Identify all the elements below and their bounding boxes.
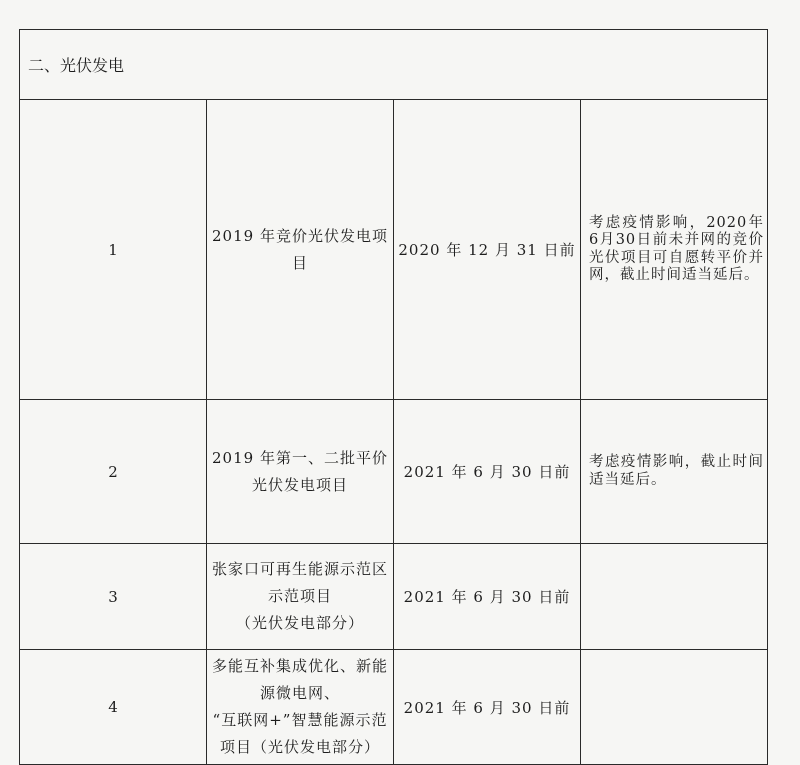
project-name-line: 多能互补集成优化、新能源微电网、 <box>211 657 388 702</box>
project-name-line: “互联网+”智慧能源示范项目（光伏发电部分） <box>212 711 388 756</box>
row-number: 2 <box>20 400 207 544</box>
project-name <box>207 544 394 650</box>
remark <box>581 650 768 765</box>
project-name-line: （光伏发电部分） <box>235 614 364 632</box>
project-name-line: 2019 年竞价光伏发电项目 <box>212 226 388 272</box>
table-row <box>20 400 768 544</box>
section-row <box>20 30 768 100</box>
deadline: 2021 年 6 月 30 日前 <box>394 400 581 544</box>
project-name <box>207 400 394 544</box>
section-title: 二、光伏发电 <box>20 30 768 100</box>
deadline: 2020 年 12 月 31 日前 <box>394 100 581 400</box>
project-name <box>207 650 394 765</box>
project-name <box>207 100 394 400</box>
deadline: 2021 年 6 月 30 日前 <box>394 544 581 650</box>
table-row <box>20 544 768 650</box>
table-row <box>20 650 768 765</box>
row-number: 4 <box>20 650 207 765</box>
deadline: 2021 年 6 月 30 日前 <box>394 650 581 765</box>
row-number: 3 <box>20 544 207 650</box>
table-row <box>20 100 768 400</box>
remark: 考虑疫情影响，截止时间适当延后。 <box>581 400 768 544</box>
project-name-line: 张家口可再生能源示范区示范项目 <box>211 560 388 605</box>
project-name-line: 2019 年第一、二批平价光伏发电项目 <box>212 448 388 494</box>
row-number: 1 <box>20 100 207 400</box>
remark: 考虑疫情影响，2020年6月30日前未并网的竞价光伏项目可自愿转平价并网，截止时间适当延后。 <box>581 100 768 400</box>
projects-table <box>19 29 768 765</box>
remark <box>581 544 768 650</box>
